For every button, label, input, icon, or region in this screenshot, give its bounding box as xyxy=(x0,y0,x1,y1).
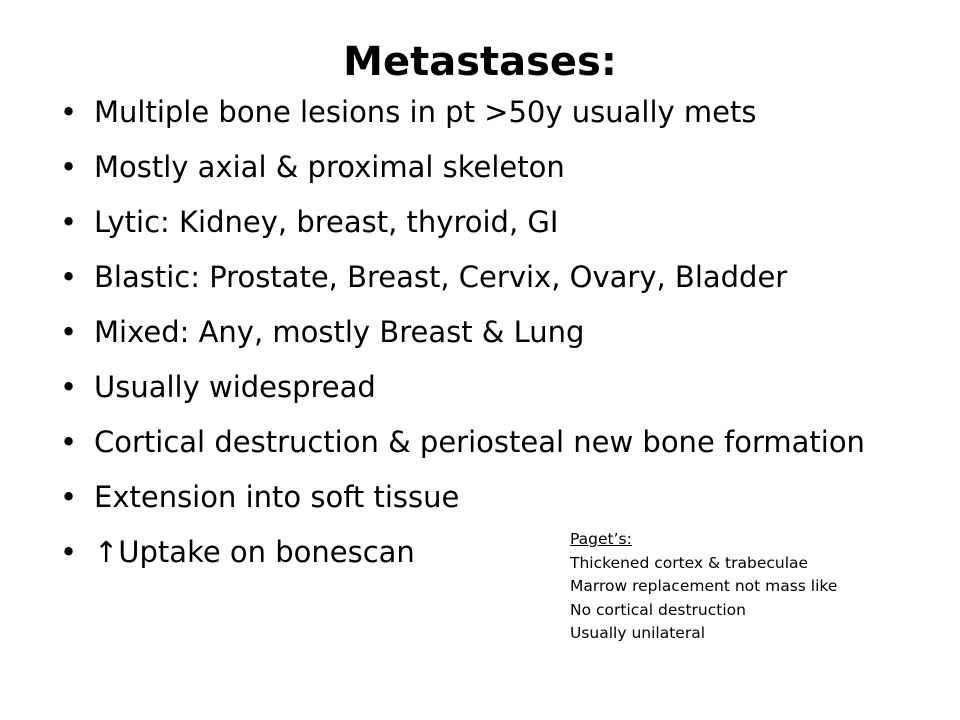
bullet-text: Multiple bone lesions in pt >50y usually mets xyxy=(94,95,757,129)
bullet-marker: • xyxy=(60,150,78,184)
bullet-marker: • xyxy=(60,260,78,294)
note-line: Thickened cortex & trabeculae xyxy=(570,553,809,572)
note-line: Usually unilateral xyxy=(570,624,706,642)
pagets-note xyxy=(570,528,920,646)
bullet-marker: • xyxy=(60,370,78,404)
bullet-item xyxy=(60,205,920,240)
slide-title: Metastases: xyxy=(343,39,617,85)
bullet-text: Mixed: Any, mostly Breast & Lung xyxy=(94,315,585,349)
bullet-text: Blastic: Prostate, Breast, Cervix, Ovary, Bladder xyxy=(94,260,788,294)
bullet-item xyxy=(60,150,920,185)
bullet-item xyxy=(60,260,920,295)
bullet-text: Usually widespread xyxy=(94,370,376,404)
bullet-marker: • xyxy=(60,535,78,569)
bullet-text: Lytic: Kidney, breast, thyroid, GI xyxy=(94,205,559,239)
note-line: Marrow replacement not mass like xyxy=(570,577,838,595)
bullet-text: ↑Uptake on bonescan xyxy=(94,535,415,569)
bullet-item xyxy=(60,370,920,405)
bullet-marker: • xyxy=(60,480,78,514)
bullet-text: Mostly axial & proximal skeleton xyxy=(94,150,565,184)
note-line: No cortical destruction xyxy=(570,600,746,619)
bullet-item xyxy=(60,95,920,130)
bullet-item xyxy=(60,480,920,515)
bullet-item xyxy=(60,425,920,460)
note-title: Paget’s: xyxy=(570,530,632,548)
bullet-item xyxy=(60,315,920,350)
bullet-marker: • xyxy=(60,315,78,349)
bullet-text: Extension into soft tissue xyxy=(94,480,460,514)
bullet-text: Cortical destruction & periosteal new bone formation xyxy=(94,425,865,459)
bullet-marker: • xyxy=(60,205,78,239)
bullet-marker: • xyxy=(60,425,78,459)
bullet-list xyxy=(60,95,920,590)
bullet-marker: • xyxy=(60,95,78,129)
